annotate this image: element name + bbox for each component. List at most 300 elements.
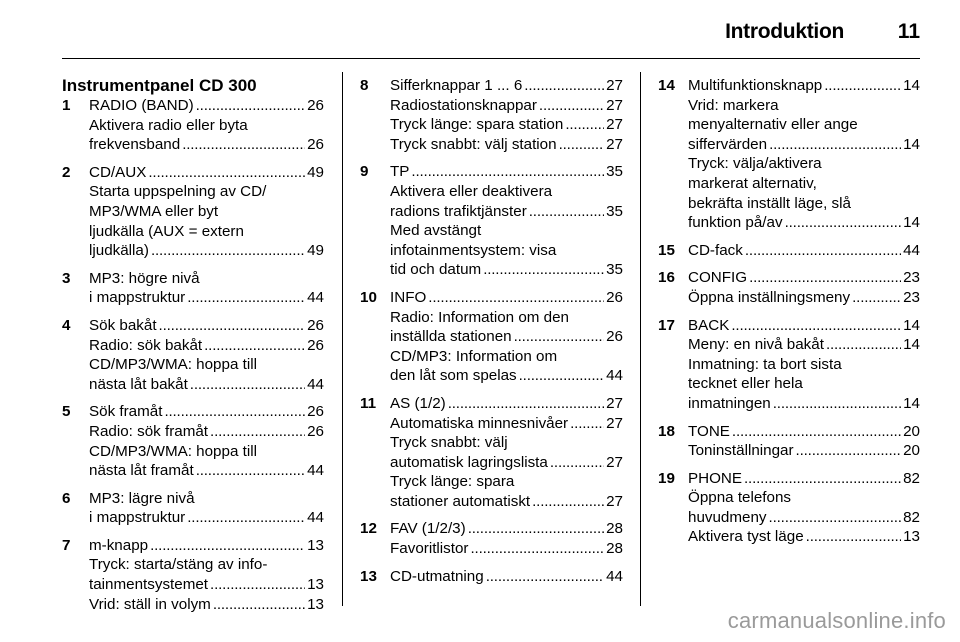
entry-line	[89, 336, 324, 356]
entry-line	[390, 162, 623, 182]
entry-line	[688, 488, 920, 508]
index-entry	[360, 567, 623, 587]
entry-text: PHONE	[688, 469, 743, 487]
entry-text: Inmatning: ta bort sista	[688, 355, 842, 373]
leader-dots	[570, 414, 604, 434]
index-entry	[658, 316, 920, 414]
entry-text: Sök framåt	[89, 403, 163, 421]
leader-dots	[483, 260, 604, 280]
entry-line	[89, 595, 324, 615]
leader-dots	[749, 268, 901, 288]
entry-number: 9	[360, 163, 369, 181]
leader-dots	[151, 241, 305, 261]
page-reference: 35	[606, 261, 623, 279]
entry-text: FAV (1/2/3)	[390, 520, 466, 538]
column-3	[658, 76, 920, 555]
entry-line	[89, 508, 324, 528]
entry-line	[688, 115, 920, 135]
leader-dots	[187, 508, 305, 528]
entry-line	[390, 202, 623, 222]
entry-text: CD-fack	[688, 241, 743, 259]
entry-line	[688, 241, 920, 261]
index-entry	[62, 96, 324, 155]
leader-dots	[532, 492, 604, 512]
leader-dots	[769, 135, 901, 155]
leader-dots	[411, 162, 604, 182]
entry-text: inmatningen	[688, 394, 771, 412]
page-reference: 27	[606, 414, 623, 432]
entry-body	[89, 96, 324, 155]
entry-line	[390, 366, 623, 386]
entry-body	[390, 76, 623, 154]
entry-line	[688, 355, 920, 375]
leader-dots	[796, 441, 902, 461]
entry-text: i mappstruktur	[89, 509, 186, 527]
index-entry	[360, 519, 623, 558]
entry-number: 15	[658, 241, 675, 259]
entry-line	[89, 422, 324, 442]
entry-line	[89, 461, 324, 481]
entry-line	[390, 260, 623, 280]
leader-dots	[550, 453, 604, 473]
entry-body	[688, 316, 920, 414]
entry-text: ljudkälla)	[89, 242, 149, 260]
entry-body	[688, 422, 920, 461]
entry-line	[390, 135, 623, 155]
entry-line	[89, 222, 324, 242]
entry-line	[390, 492, 623, 512]
index-entry	[360, 76, 623, 154]
page-reference: 35	[606, 202, 623, 220]
entry-text: nästa låt bakåt	[89, 375, 188, 393]
entry-text: Automatiska minnesnivåer	[390, 414, 569, 432]
entry-text: Meny: en nivå bakåt	[688, 336, 824, 354]
index-entry	[360, 288, 623, 386]
entry-text: Toninställningar	[688, 442, 794, 460]
page-reference: 28	[606, 520, 623, 538]
entry-line	[390, 414, 623, 434]
page-reference: 27	[606, 492, 623, 510]
entry-body	[89, 269, 324, 308]
entry-line	[89, 555, 324, 575]
entry-list	[658, 76, 920, 547]
leader-dots	[529, 202, 604, 222]
entry-line	[89, 402, 324, 422]
page-reference: 14	[903, 135, 920, 153]
entry-text: CD/MP3/WMA: hoppa till	[89, 442, 257, 460]
entry-line	[688, 76, 920, 96]
leader-dots	[213, 595, 305, 615]
entry-text: TONE	[688, 422, 730, 440]
entry-text: Aktivera eller deaktivera	[390, 182, 553, 200]
entry-number: 14	[658, 77, 675, 94]
entry-line	[688, 422, 920, 442]
entry-body	[688, 76, 920, 233]
entry-number: 12	[360, 520, 377, 538]
entry-line	[390, 76, 623, 96]
entry-number: 5	[62, 403, 71, 421]
entry-line	[89, 442, 324, 462]
page-reference: 44	[307, 462, 324, 480]
entry-number: 6	[62, 489, 71, 507]
entry-line	[89, 202, 324, 222]
page-reference: 27	[606, 77, 623, 94]
leader-dots	[187, 288, 305, 308]
entry-text: huvudmeny	[688, 508, 767, 526]
leader-dots	[190, 375, 305, 395]
entry-number: 4	[62, 316, 71, 334]
page-reference: 44	[307, 289, 324, 307]
entry-line	[688, 154, 920, 174]
entry-line	[688, 194, 920, 214]
entry-line	[688, 469, 920, 489]
entry-text: Aktivera radio eller byta	[89, 116, 248, 134]
entry-body	[390, 567, 623, 587]
entry-text: Öppna inställningsmeny	[688, 288, 851, 306]
entry-line	[390, 115, 623, 135]
entry-text: Vrid: markera	[688, 96, 779, 114]
entry-text: MP3: högre nivå	[89, 269, 200, 287]
leader-dots	[852, 288, 901, 308]
entry-line	[688, 174, 920, 194]
entry-text: den låt som spelas	[390, 367, 517, 385]
leader-dots	[769, 508, 902, 528]
entry-body	[89, 402, 324, 480]
leader-dots	[150, 536, 305, 556]
entry-text: CD-utmatning	[390, 567, 484, 585]
entry-text: siffervärden	[688, 135, 768, 153]
leader-dots	[565, 115, 604, 135]
page-reference: 27	[606, 96, 623, 114]
page-reference: 26	[307, 316, 324, 334]
entry-text: MP3/WMA eller byt	[89, 202, 219, 220]
entry-line	[688, 135, 920, 155]
entry-number: 18	[658, 422, 675, 440]
entry-text: BACK	[688, 316, 730, 334]
entry-body	[688, 241, 920, 261]
page-reference: 14	[903, 214, 920, 232]
leader-dots	[486, 567, 604, 587]
entry-text: Multifunktionsknapp	[688, 77, 823, 94]
page-reference: 26	[307, 97, 324, 114]
entry-line	[89, 355, 324, 375]
page-reference: 44	[606, 367, 623, 385]
leader-dots	[448, 394, 604, 414]
entry-body	[89, 163, 324, 261]
entry-text: Radiostationsknappar	[390, 96, 537, 114]
entry-body	[89, 536, 324, 614]
leader-dots	[470, 539, 604, 559]
column-divider	[640, 72, 641, 606]
entry-text: Favoritlistor	[390, 540, 469, 558]
entry-line	[89, 116, 324, 136]
entry-body	[688, 268, 920, 307]
leader-dots	[826, 335, 901, 355]
entry-body	[390, 519, 623, 558]
entry-line	[390, 347, 623, 367]
entry-line	[390, 519, 623, 539]
entry-text: nästa låt framåt	[89, 462, 194, 480]
page-reference: 26	[307, 422, 324, 440]
entry-line	[390, 567, 623, 587]
entry-line	[89, 96, 324, 116]
column-1	[62, 76, 324, 622]
page-reference: 14	[903, 316, 920, 334]
page-reference: 23	[903, 269, 920, 287]
page-reference: 49	[307, 163, 324, 181]
entry-text: infotainmentsystem: visa	[390, 241, 557, 259]
entry-number: 8	[360, 77, 369, 94]
entry-line	[688, 96, 920, 116]
entry-text: Tryck länge: spara station	[390, 116, 564, 134]
entry-line	[89, 163, 324, 183]
entry-number: 11	[360, 394, 377, 412]
entry-text: tainmentsystemet	[89, 576, 209, 594]
entry-text: INFO	[390, 288, 427, 306]
leader-dots	[524, 76, 604, 96]
entry-number: 3	[62, 269, 71, 287]
leader-dots	[785, 213, 902, 233]
page-reference: 14	[903, 336, 920, 354]
entry-text: funktion på/av	[688, 214, 783, 232]
leader-dots	[744, 469, 901, 489]
entry-line	[390, 182, 623, 202]
entry-line	[688, 335, 920, 355]
entry-line	[390, 96, 623, 116]
leader-dots	[210, 422, 305, 442]
leader-dots	[519, 366, 604, 386]
entry-line	[390, 453, 623, 473]
entry-list	[62, 96, 324, 614]
entry-line	[688, 268, 920, 288]
entry-list	[360, 76, 623, 586]
page-reference: 44	[307, 509, 324, 527]
entry-text: Radio: Information om den	[390, 308, 569, 326]
leader-dots	[196, 96, 305, 116]
index-entry	[360, 394, 623, 512]
header-rule	[62, 58, 920, 59]
leader-dots	[164, 402, 305, 422]
index-entry	[658, 469, 920, 547]
entry-text: radions trafiktjänster	[390, 202, 527, 220]
entry-line	[390, 394, 623, 414]
entry-line	[89, 489, 324, 509]
page-reference: 13	[903, 528, 920, 546]
entry-line	[688, 527, 920, 547]
entry-text: Med avstängt	[390, 222, 482, 240]
page-reference: 14	[903, 77, 920, 94]
entry-text: Öppna telefons	[688, 489, 792, 507]
entry-text: RADIO (BAND)	[89, 97, 194, 114]
entry-line	[89, 269, 324, 289]
page-number: 11	[897, 20, 920, 43]
entry-number: 1	[62, 97, 71, 114]
entry-body	[390, 162, 623, 280]
entry-number: 16	[658, 269, 675, 287]
index-entry	[658, 422, 920, 461]
index-entry	[62, 163, 324, 261]
page-reference: 82	[903, 469, 920, 487]
entry-text: Radio: sök framåt	[89, 422, 209, 440]
page-reference: 20	[903, 442, 920, 460]
entry-text: inställda stationen	[390, 328, 512, 346]
leader-dots	[732, 422, 901, 442]
column-2	[360, 76, 623, 594]
leader-dots	[210, 575, 305, 595]
entry-text: CONFIG	[688, 269, 748, 287]
entry-text: markerat alternativ,	[688, 174, 817, 192]
entry-line	[390, 539, 623, 559]
entry-text: i mappstruktur	[89, 289, 186, 307]
page-reference: 28	[606, 540, 623, 558]
leader-dots	[514, 327, 605, 347]
entry-text: Vrid: ställ in volym	[89, 595, 211, 613]
index-entry	[658, 268, 920, 307]
page-header	[62, 18, 920, 48]
page-reference: 14	[903, 394, 920, 412]
leader-dots	[428, 288, 604, 308]
entry-body	[390, 394, 623, 512]
page-reference: 44	[307, 375, 324, 393]
entry-line	[688, 394, 920, 414]
leader-dots	[196, 461, 305, 481]
entry-text: Tryck snabbt: välj station	[390, 135, 557, 153]
leader-dots	[559, 135, 605, 155]
entry-text: Tryck: välja/aktivera	[688, 155, 822, 173]
page-reference: 26	[307, 136, 324, 154]
entry-text: stationer automatiskt	[390, 492, 531, 510]
page-reference: 26	[606, 288, 623, 306]
entry-text: bekräfta inställt läge, slå	[688, 194, 851, 212]
entry-text: Sifferknappar 1 ... 6	[390, 77, 523, 94]
entry-text: Aktivera tyst läge	[688, 528, 804, 546]
entry-text: tecknet eller hela	[688, 375, 803, 393]
entry-line	[89, 575, 324, 595]
index-entry	[62, 402, 324, 480]
page-reference: 23	[903, 288, 920, 306]
entry-number: 13	[360, 567, 377, 585]
leader-dots	[468, 519, 604, 539]
entry-number: 2	[62, 163, 71, 181]
entry-line	[390, 327, 623, 347]
page-reference: 13	[307, 576, 324, 594]
page-reference: 26	[606, 328, 623, 346]
page-reference: 27	[606, 116, 623, 134]
leader-dots	[204, 336, 305, 356]
entry-text: CD/AUX	[89, 163, 147, 181]
entry-text: m-knapp	[89, 536, 149, 554]
entry-number: 17	[658, 316, 675, 334]
page-reference: 49	[307, 242, 324, 260]
page-reference: 35	[606, 163, 623, 181]
entry-text: CD/MP3/WMA: hoppa till	[89, 356, 257, 374]
entry-text: frekvensband	[89, 136, 181, 154]
entry-text: Tryck länge: spara	[390, 473, 515, 491]
entry-body	[89, 316, 324, 394]
leader-dots	[539, 96, 604, 116]
entry-line	[89, 182, 324, 202]
entry-line	[89, 288, 324, 308]
page-reference: 26	[307, 403, 324, 421]
page-reference: 13	[307, 595, 324, 613]
index-entry	[360, 162, 623, 280]
watermark: carmanualsonline.info	[727, 608, 946, 633]
index-entry	[62, 316, 324, 394]
entry-text: Tryck: starta/stäng av info-	[89, 556, 268, 574]
leader-dots	[182, 135, 305, 155]
entry-line	[390, 241, 623, 261]
entry-line	[688, 508, 920, 528]
entry-text: Radio: sök bakåt	[89, 336, 203, 354]
entry-line	[688, 213, 920, 233]
page-reference: 27	[606, 453, 623, 471]
leader-dots	[824, 76, 901, 96]
entry-text: menyalternativ eller ange	[688, 116, 858, 134]
entry-line	[390, 472, 623, 492]
entry-number: 10	[360, 288, 377, 306]
page-reference: 27	[606, 135, 623, 153]
entry-number: 7	[62, 536, 71, 554]
page-reference: 20	[903, 422, 920, 440]
entry-line	[89, 316, 324, 336]
entry-line	[89, 536, 324, 556]
entry-line	[89, 375, 324, 395]
entry-text: Sök bakåt	[89, 316, 157, 334]
entry-text: Starta uppspelning av CD/	[89, 183, 267, 201]
entry-line	[688, 288, 920, 308]
section-title: Instrumentpanel CD 300	[62, 76, 257, 95]
entry-number: 19	[658, 469, 675, 487]
page-reference: 27	[606, 394, 623, 412]
leader-dots	[148, 163, 305, 183]
index-entry	[658, 241, 920, 261]
entry-line	[688, 441, 920, 461]
leader-dots	[773, 394, 901, 414]
entry-line	[390, 433, 623, 453]
entry-body	[688, 469, 920, 547]
leader-dots	[745, 241, 901, 261]
entry-text: tid och datum	[390, 261, 482, 279]
page-reference: 82	[903, 508, 920, 526]
entry-text: AS (1/2)	[390, 394, 446, 412]
entry-line	[390, 221, 623, 241]
page-reference: 13	[307, 536, 324, 554]
leader-dots	[731, 316, 901, 336]
chapter-title: Introduktion	[725, 20, 844, 43]
entry-line	[688, 374, 920, 394]
index-entry	[62, 269, 324, 308]
leader-dots	[806, 527, 901, 547]
page-reference: 44	[606, 567, 623, 585]
entry-line	[688, 316, 920, 336]
entry-text: ljudkälla (AUX = extern	[89, 222, 244, 240]
entry-text: MP3: lägre nivå	[89, 489, 195, 507]
entry-line	[390, 288, 623, 308]
entry-body	[390, 288, 623, 386]
entry-text: automatisk lagringslista	[390, 453, 548, 471]
leader-dots	[159, 316, 306, 336]
index-entry	[658, 76, 920, 233]
entry-line	[89, 135, 324, 155]
entry-line	[89, 241, 324, 261]
entry-line	[390, 308, 623, 328]
entry-text: TP	[390, 163, 410, 181]
index-entry	[62, 489, 324, 528]
column-divider	[342, 72, 343, 606]
entry-body	[89, 489, 324, 528]
index-entry	[62, 536, 324, 614]
page-reference: 26	[307, 336, 324, 354]
